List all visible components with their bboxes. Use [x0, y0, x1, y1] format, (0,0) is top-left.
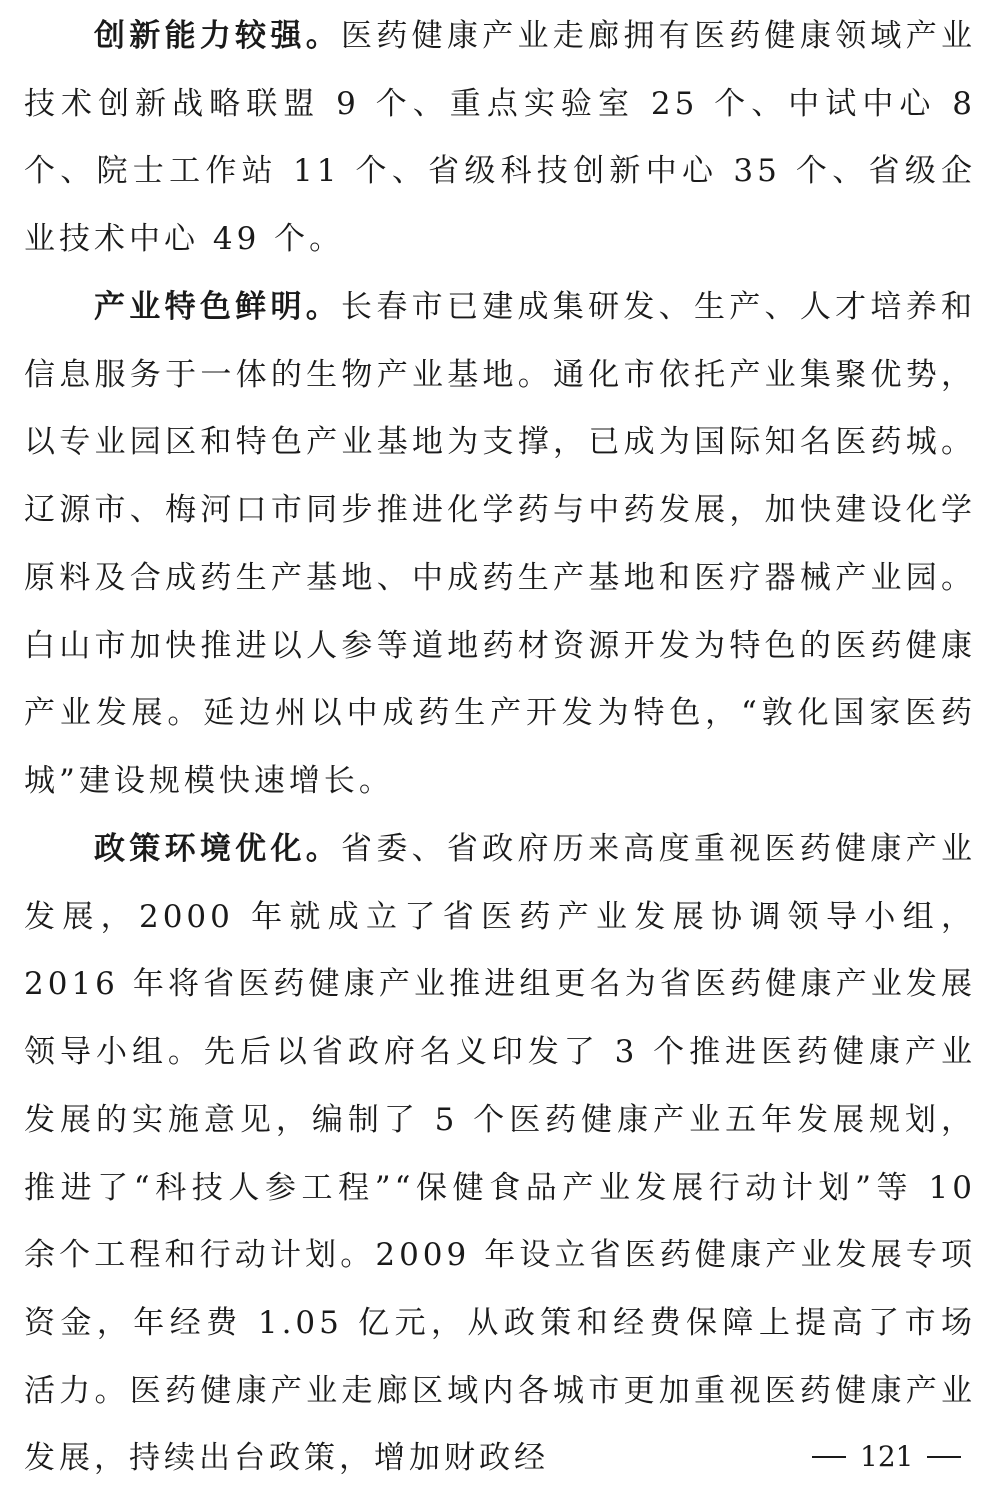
page-number: 121: [860, 1440, 914, 1473]
paragraph-heading: 政策环境优化。: [94, 831, 342, 867]
paragraph-body: 省委、省政府历来高度重视医药健康产业发展，2000 年就成立了省医药产业发展协调领导小组，2016 年将省医药健康产业推进组更名为省医药健康产业发展领导小组。先后以省政府名义印发了 3 个推进医药健康产业发展的实施意见，编制了 5 个医药健康产业五年发展规划，推进了“科技人参工程”“保健食品产业发展行动计划”等 10 余个工程和行动计划。2009 年设立省医药健康产业发展专项资金，年经费 1.05 亿元，从政策和经费保障上提高了市场活力。医药健康产业走廊区域内各城市更加重视医药健康产业发展，持续出台政策，增加财政经: [24, 831, 977, 1477]
footer-dash-left: [812, 1456, 846, 1458]
paragraph-body: 长春市已建成集研发、生产、人才培养和信息服务于一体的生物产业基地。通化市依托产业集聚优势，以专业园区和特色产业基地为支撑，已成为国际知名医药城。辽源市、梅河口市同步推进化学药与中药发展，加快建设化学原料及合成药生产基地、中成药生产基地和医疗器械产业园。白山市加快推进以人参等道地药材资源开发为特色的医药健康产业发展。延边州以中成药生产开发为特色，“敦化国家医药城”建设规模快速增长。: [24, 289, 977, 799]
paragraph-heading: 产业特色鲜明。: [94, 289, 342, 325]
paragraph-heading: 创新能力较强。: [94, 18, 342, 54]
paragraph-innovation: [24, 3, 976, 274]
page-footer: [812, 1437, 982, 1477]
paragraph-policy-environment: [24, 816, 976, 1493]
paragraph-industry-features: [24, 274, 976, 816]
paragraph-body: 医药健康产业走廊拥有医药健康领域产业技术创新战略联盟 9 个、重点实验室 25 个、中试中心 8 个、院士工作站 11 个、省级科技创新中心 35 个、省级企业技术中心 49 个。: [24, 18, 977, 258]
footer-dash-right: [927, 1456, 961, 1458]
